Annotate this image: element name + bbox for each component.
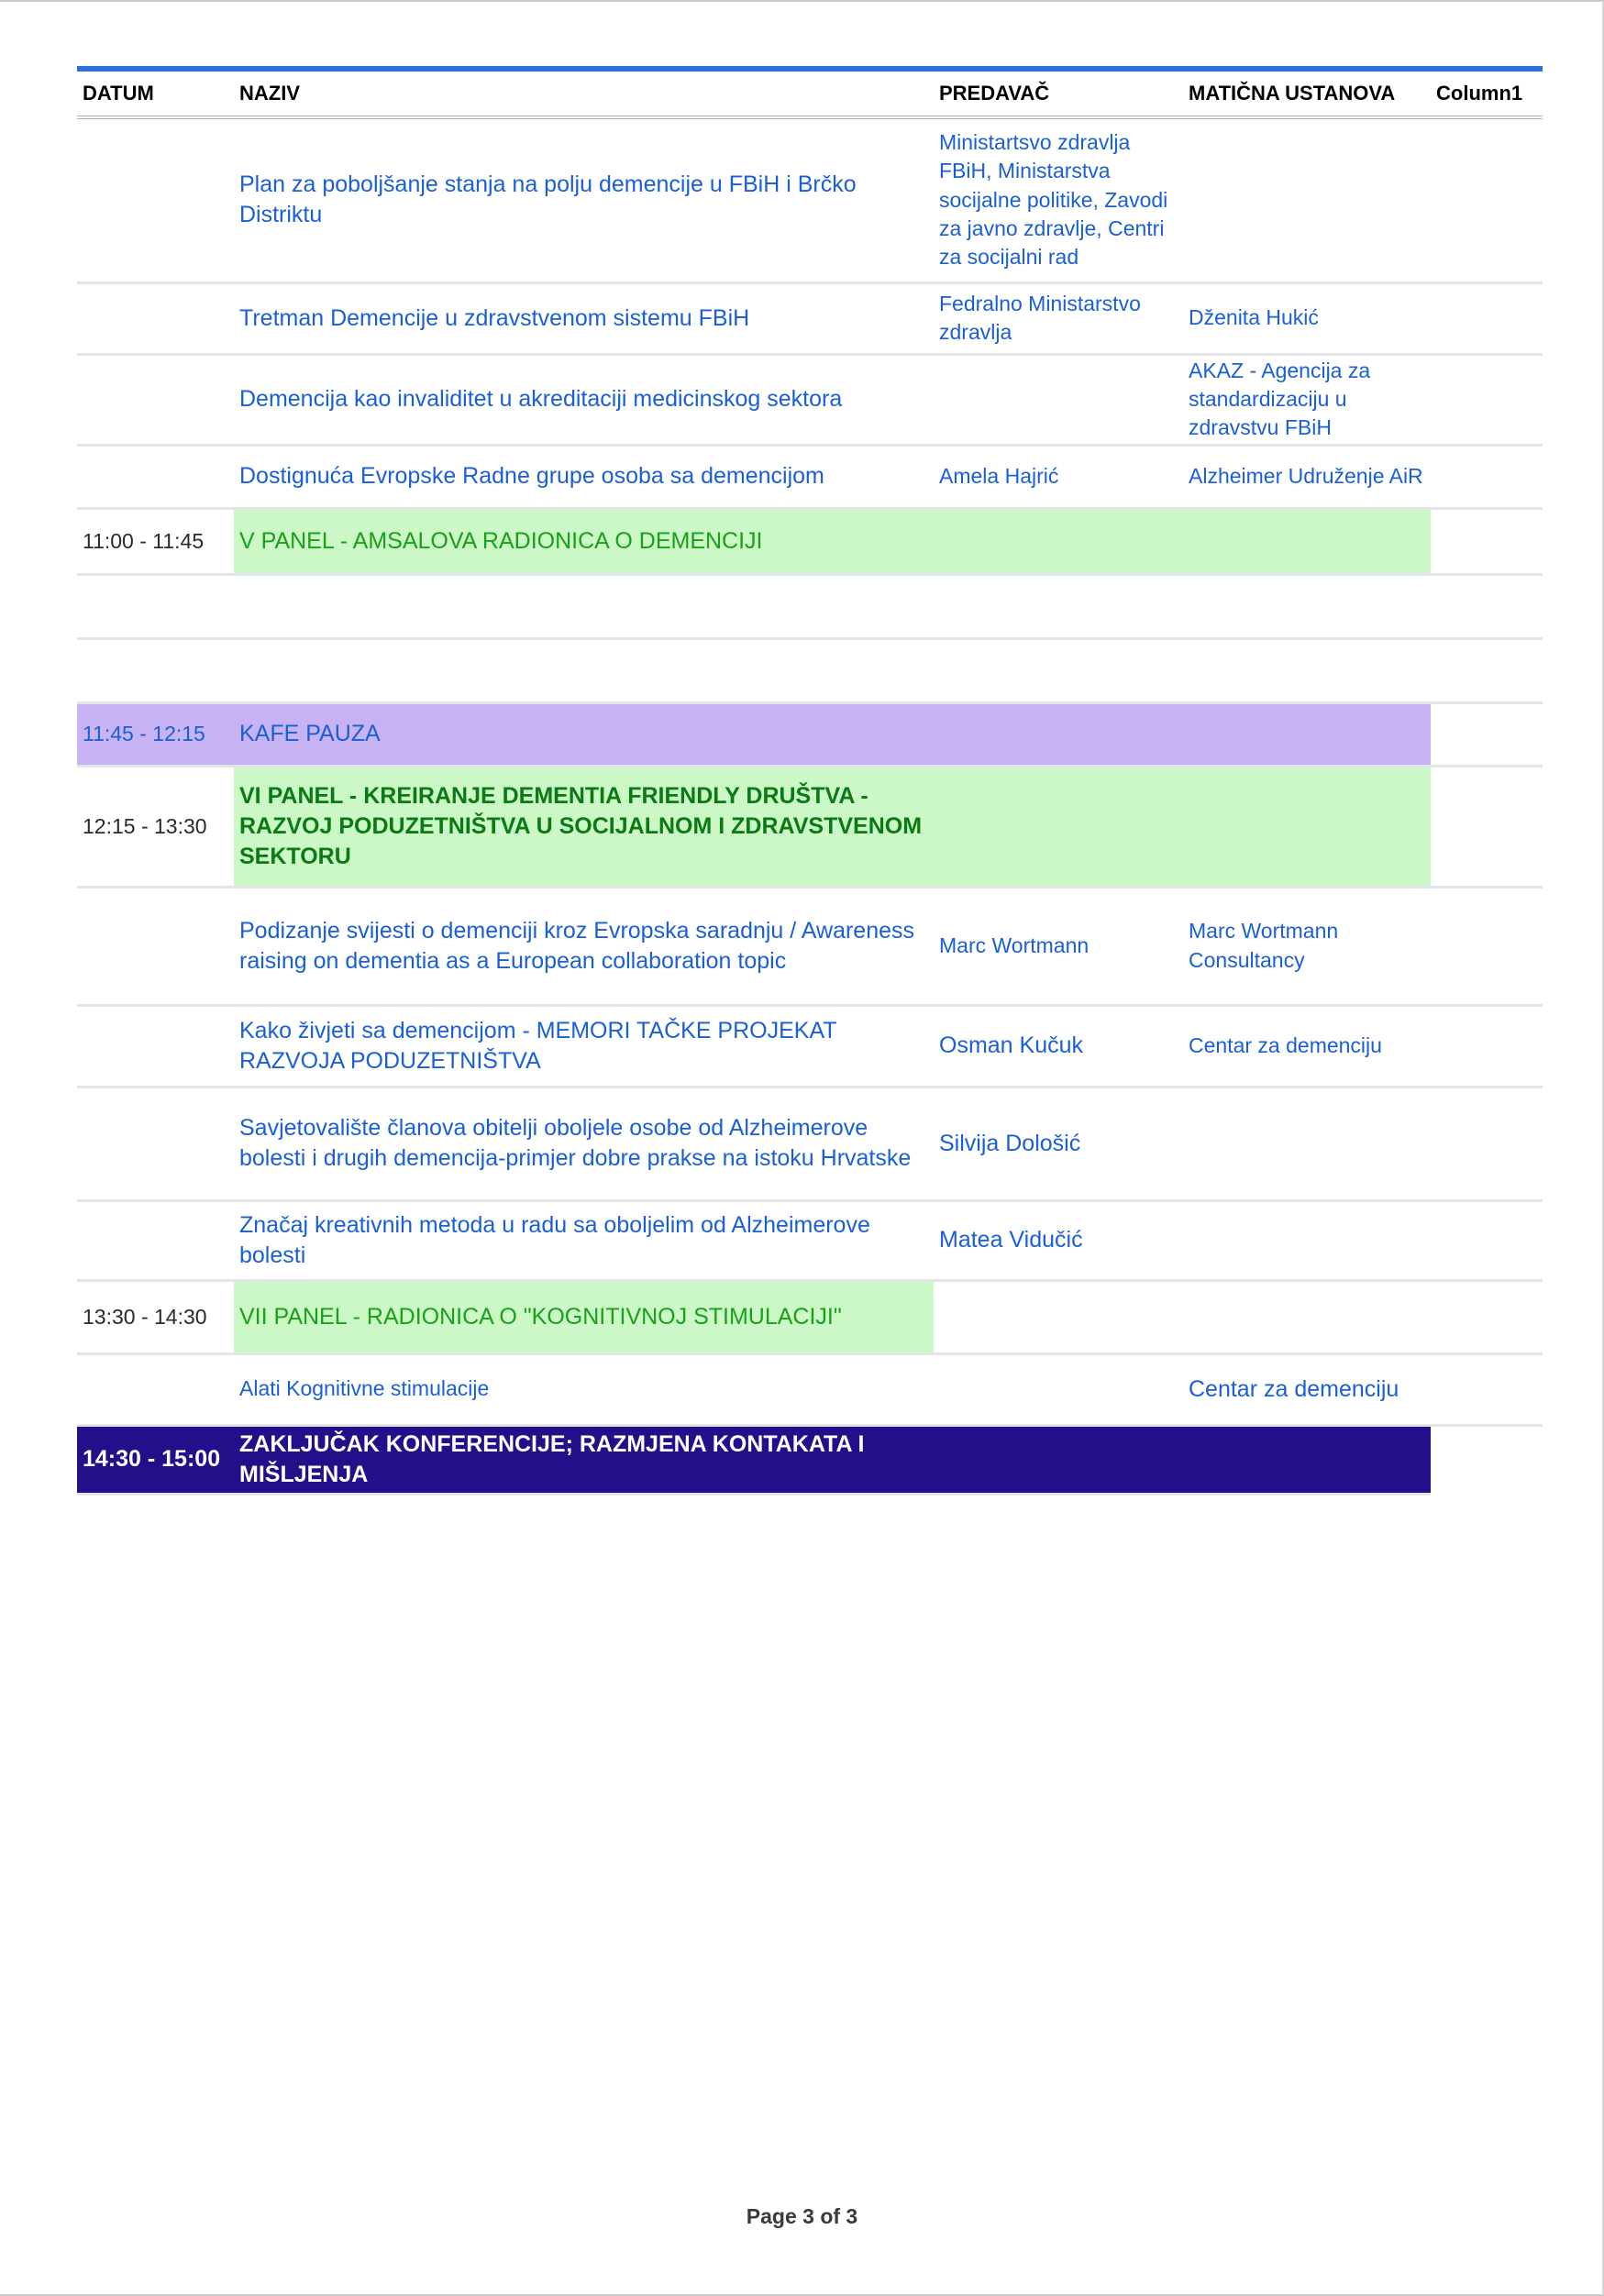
row-institution xyxy=(1183,1200,1431,1280)
panel-title-text: VI PANEL - KREIRANJE DEMENTIA FRIENDLY DRUŠTVA - RAZVOJ PODUZETNIŠTVA U SOCIJALNOM I ZDRAVSTVENOM SEKTORU xyxy=(239,782,923,869)
empty-cell xyxy=(77,574,1543,638)
row-title: Značaj kreativnih metoda u radu sa oboljelim od Alzheimerove bolesti xyxy=(234,1200,934,1280)
row-column1 xyxy=(1431,1005,1543,1087)
row-speaker: Silvija Dološić xyxy=(934,1087,1183,1200)
row-speaker: Matea Vidučić xyxy=(934,1200,1183,1280)
row-speaker: Amela Hajrić xyxy=(934,445,1183,508)
row-column1 xyxy=(1431,1087,1543,1200)
row-title: Podizanje svijesti o demenciji kroz Evropska saradnju / Awareness raising on dementia as a European collaboration topic xyxy=(234,887,934,1005)
schedule-table xyxy=(77,72,1543,1496)
page-number: Page 3 of 3 xyxy=(746,2204,858,2228)
row-institution: Marc Wortmann Consultancy xyxy=(1183,887,1431,1005)
table-row xyxy=(77,1005,1543,1087)
panel-row xyxy=(77,766,1543,887)
row-column1 xyxy=(1431,1353,1543,1425)
table-row xyxy=(77,117,1543,282)
row-time: 11:45 - 12:15 xyxy=(77,702,234,766)
row-column1 xyxy=(1431,508,1543,574)
panel-row xyxy=(77,1280,1543,1353)
row-time: 11:00 - 11:45 xyxy=(77,508,234,574)
row-time xyxy=(77,282,234,354)
row-title: Kako živjeti sa demencijom - MEMORI TAČKE PROJEKAT RAZVOJA PODUZETNIŠTVA xyxy=(234,1005,934,1087)
row-institution: Alzheimer Udruženje AiR xyxy=(1183,445,1431,508)
table-row xyxy=(77,282,1543,354)
pause-title: KAFE PAUZA xyxy=(234,702,1431,766)
empty-cell xyxy=(77,638,1543,702)
row-time xyxy=(77,445,234,508)
table-row xyxy=(77,887,1543,1005)
row-time xyxy=(77,1200,234,1280)
row-column1 xyxy=(1431,445,1543,508)
row-column1 xyxy=(1431,766,1543,887)
row-speaker xyxy=(934,354,1183,445)
row-time xyxy=(77,887,234,1005)
row-institution: AKAZ - Agencija za standardizaciju u zdravstvu FBiH xyxy=(1183,354,1431,445)
row-speaker: Marc Wortmann xyxy=(934,887,1183,1005)
row-column1 xyxy=(1431,1200,1543,1280)
table-row xyxy=(77,1087,1543,1200)
row-speaker: Ministartsvo zdravlja FBiH, Ministarstva socijalne politike, Zavodi za javno zdravlje, Centri za socijalni rad xyxy=(934,117,1183,282)
row-time xyxy=(77,1087,234,1200)
row-column1 xyxy=(1431,282,1543,354)
row-speaker: Fedralno Ministarstvo zdravlja xyxy=(934,282,1183,354)
header-maticna-ustanova: MATIČNA USTANOVA xyxy=(1183,72,1431,117)
table-row xyxy=(77,1353,1543,1425)
row-column1 xyxy=(1431,354,1543,445)
panel-title: V PANEL - AMSALOVA RADIONICA O DEMENCIJI xyxy=(234,508,1431,574)
row-time: 12:15 - 13:30 xyxy=(77,766,234,887)
table-row xyxy=(77,354,1543,445)
panel-blank xyxy=(934,1280,1543,1353)
row-column1 xyxy=(1431,887,1543,1005)
panel-title xyxy=(234,766,1431,887)
header-predavac: PREDAVAČ xyxy=(934,72,1183,117)
closing-title xyxy=(234,1425,1431,1494)
pause-row xyxy=(77,702,1543,766)
row-time: 13:30 - 14:30 xyxy=(77,1280,234,1353)
row-speaker: Osman Kučuk xyxy=(934,1005,1183,1087)
panel-row xyxy=(77,508,1543,574)
row-time xyxy=(77,117,234,282)
row-time xyxy=(77,1353,234,1425)
row-title: Savjetovalište članova obitelji oboljele osobe od Alzheimerove bolesti i drugih demencija-primjer dobre prakse na istoku Hrvatske xyxy=(234,1087,934,1200)
row-title: Dostignuća Evropske Radne grupe osoba sa demencijom xyxy=(234,445,934,508)
empty-row xyxy=(77,574,1543,638)
row-time xyxy=(77,1005,234,1087)
row-speaker xyxy=(934,1353,1183,1425)
row-institution: Centar za demenciju xyxy=(1183,1353,1431,1425)
header-row xyxy=(77,72,1543,117)
row-title: Plan za poboljšanje stanja na polju demencije u FBiH i Brčko Distriktu xyxy=(234,117,934,282)
closing-row xyxy=(77,1425,1543,1494)
row-institution xyxy=(1183,117,1431,282)
header-naziv: NAZIV xyxy=(234,72,934,117)
row-title: Tretman Demencije u zdravstvenom sistemu FBiH xyxy=(234,282,934,354)
empty-row xyxy=(77,638,1543,702)
schedule-sheet xyxy=(77,66,1543,1496)
row-title: Demencija kao invaliditet u akreditaciji medicinskog sektora xyxy=(234,354,934,445)
row-time xyxy=(77,354,234,445)
row-time: 14:30 - 15:00 xyxy=(77,1425,234,1494)
row-institution: Dženita Hukić xyxy=(1183,282,1431,354)
table-row xyxy=(77,445,1543,508)
panel-title: VII PANEL - RADIONICA O "KOGNITIVNOJ STIMULACIJI" xyxy=(234,1280,934,1353)
row-institution xyxy=(1183,1087,1431,1200)
row-title: Alati Kognitivne stimulacije xyxy=(234,1353,934,1425)
row-column1 xyxy=(1431,117,1543,282)
row-column1 xyxy=(1431,702,1543,766)
closing-title-text: ZAKLJUČAK KONFERENCIJE; RAZMJENA KONTAKATA I MIŠLJENJA xyxy=(239,1430,865,1487)
header-column1: Column1 xyxy=(1431,72,1543,117)
header-datum: DATUM xyxy=(77,72,234,117)
table-row xyxy=(77,1200,1543,1280)
row-institution: Centar za demenciju xyxy=(1183,1005,1431,1087)
row-column1 xyxy=(1431,1425,1543,1494)
